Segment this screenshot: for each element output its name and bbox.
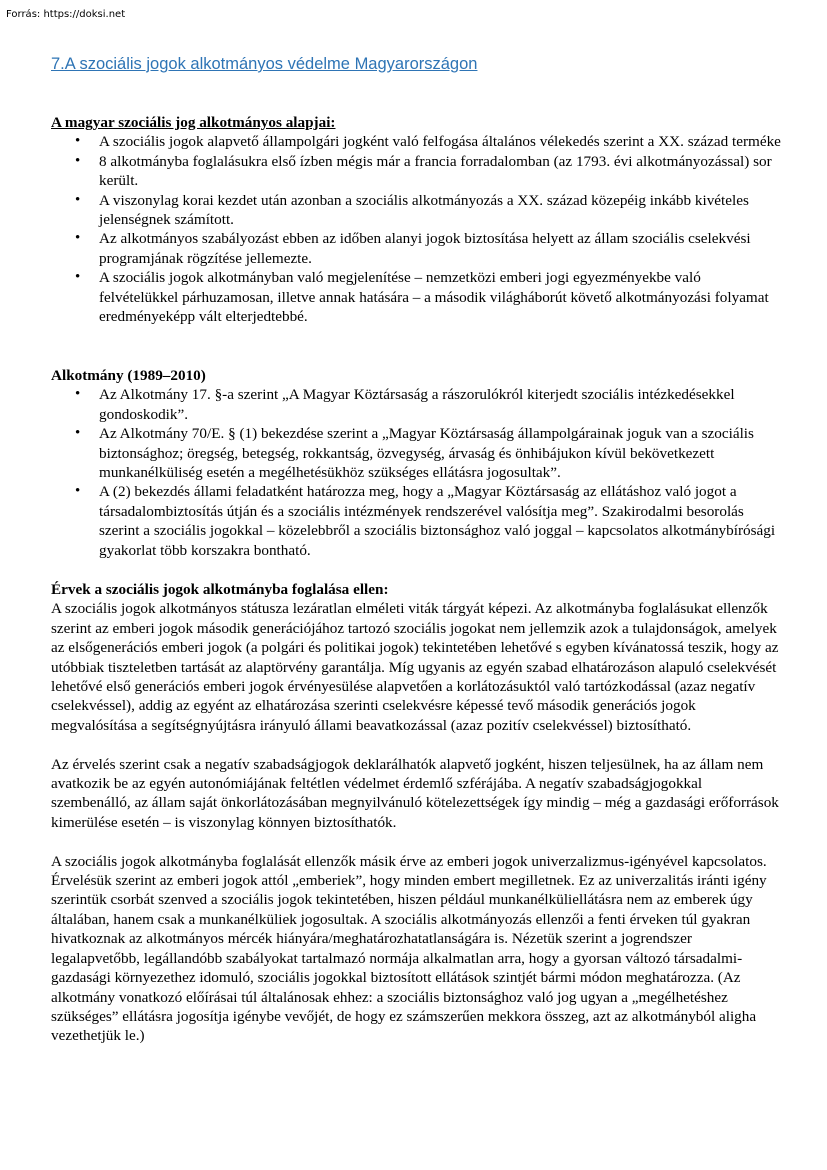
- bullet-item: • A szociális jogok alkotmányban való megjelenítése – nemzetközi emberi jogi egyezményekbe való felvételükkel párhuzamosan, illetve annak hatására – a második világháborút követő alkotmányozási folyamat eredményeképp vált elterjedtebbé.: [51, 268, 781, 326]
- paragraph: Az érvelés szerint csak a negatív szabadságjogok deklarálhatók alapvető jogként, hiszen teljesülnek, ha az állam nem avatkozik be az egyén autonómiájának feltétlen védelmet érdemlő szférájába. A negatív szabadságjogokkal szembenálló, az állam saját önkorlátozásában megnyilvánuló kötelezettségek így mindig – még a gazdasági erőforrások kimerülése esetén – is viszonylag könnyen biztosíthatók.: [51, 755, 779, 831]
- section-heading: A magyar szociális jog alkotmányos alapjai:: [51, 114, 336, 131]
- bullet-item: • 8 alkotmányba foglalásukra első ízben mégis már a francia forradalomban (az 1793. évi alkotmányozással) sor került.: [51, 152, 781, 191]
- section-heading: Alkotmány (1989–2010): [51, 367, 206, 384]
- bullet-item: • Az Alkotmány 70/E. § (1) bekezdése szerint a „Magyar Köztársaság állampolgárainak joguk van a szociális biztonsághoz; öregség, betegség, rokkantság, özvegység, árvaság és önhibájukon kívül bekövetkezett munkanélküliség esetén a megélhetésükhöz szükséges ellátásra jogosultak”.: [51, 424, 781, 482]
- bullet-item: • Az alkotmányos szabályozást ebben az időben alanyi jogok biztosítása helyett az állam szociális cselekvési programjának rögzítése jellemezte.: [51, 229, 781, 268]
- bullet-item: • Az Alkotmány 17. §-a szerint „A Magyar Köztársaság a rászorulókról kiterjedt szociális intézkedésekkel gondoskodik”.: [51, 385, 781, 424]
- paragraph: A szociális jogok alkotmányos státusza lezáratlan elméleti viták tárgyát képezi. Az alkotmányba foglalásukat ellenzők szerint az emberi jogok második generációjához tartozó szociális jogokat nem jellemzik azok a tulajdonságok, amelyek az elsőgenerációs emberi jogok (a polgári és politikai jogok) tekintetében lehetővé s egyben kívánatossá teszik, hogy az utóbbiak tiszteletben tartását az alaptörvény garantálja. Míg ugyanis az egyén szabad elhatározáson alapuló cselekvését lehetővé első generációs emberi jogok érvényesülése alapvetően a korlátozásuktól való tartózkodással (azaz negatív cselekvéssel), addig az egyént az elhatározása szerinti cselekvésre képessé tevő második generációs jogok megvalósítása a segítségnyújtásra irányuló állami beavatkozással (azaz pozitív cselekvéssel) biztosítható.: [51, 600, 779, 734]
- section-constitution-1989-2010: [51, 366, 781, 560]
- source-label: Forrás: https://doksi.net: [6, 9, 126, 20]
- bullet-item: • A (2) bekezdés állami feladatként határozza meg, hogy a „Magyar Köztársaság az ellátáshoz való jogot a társadalombiztosítás útján és a szociális intézmények rendszerével valósítja meg”. Szakirodalmi besorolás szerint a szociális jogokkal – közelebbről a szociális biztonsághoz való joggal – kapcsolatos alkotmánybírósági gyakorlat több korszakra bontható.: [51, 482, 781, 560]
- document-title: 7.A szociális jogok alkotmányos védelme Magyarországon: [51, 55, 478, 73]
- bullet-list: [51, 132, 781, 326]
- bullet-item: • A viszonylag korai kezdet után azonban a szociális alkotmányozás a XX. század közepéig inkább kivételes jelenségnek számított.: [51, 191, 781, 230]
- bullet-item: • A szociális jogok alapvető állampolgári jogként való felfogása általános vélekedés szerint a XX. század terméke: [51, 132, 781, 151]
- section-heading: Érvek a szociális jogok alkotmányba foglalása ellen:: [51, 581, 389, 598]
- paragraph: A szociális jogok alkotmányba foglalását ellenzők másik érve az emberi jogok univerzalizmus-igényével kapcsolatos. Érvelésük szerint az emberi jogok attól „emberiek”, hogy minden embert megilletnek. Ez az univerzalitás iránti igény szerintük csorbát szenved a szociális jogok tekintetében, hiszen például munkanélküliellátásra nem az emberek úgy általában, hanem csak a munkanélküliek jogosultak. A szociális alkotmányozás ellenzői a fenti érveken túl gyakran hivatkoznak az alkotmányos mércék hiányára/meghatározhatatlanságára is. Nézetük szerint a jogrendszer legalapvetőbb, legállandóbb szabályokat tartalmazó normája alkalmatlan arra, hogy a gyorsan változó társadalmi-gazdasági környezethez idomuló, szociális jogokkal biztosított ellátások szintjét bármi módon meghatározza. (Az alkotmány vonatkozó előírásai túl általánosak ehhez: a szociális biztonsághoz való jog ugyan a „megélhetéshez szükséges” ellátásra jogosítja igénybe vevőjét, de hogy ez számszerűen mekkora összeg, azt az alkotmányból aligha vezethetjük le.): [51, 852, 767, 1045]
- section-constitutional-foundations: [51, 113, 781, 326]
- section-arguments-against: [51, 580, 781, 1065]
- bullet-list: [51, 385, 781, 560]
